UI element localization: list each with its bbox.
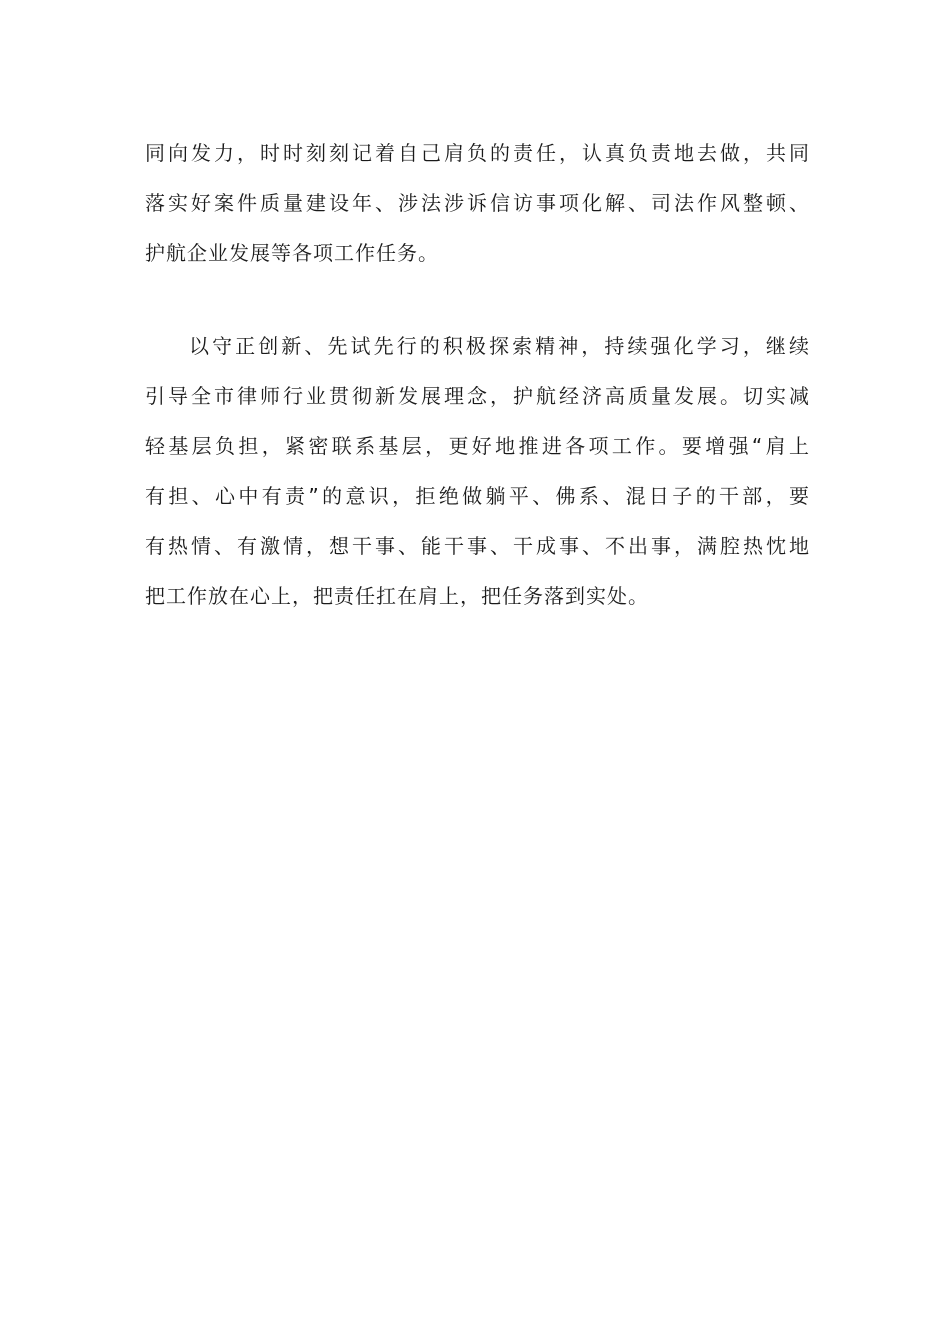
paragraph-2 [145,321,810,621]
paragraph-line: 护航企业发展等各项工作任务。 [145,241,439,265]
paragraph-line: 同向发力，时时刻刻记着自己肩负的责任，认真负责地去做，共同 [145,141,810,165]
paragraph-line: 轻基层负担，紧密联系基层，更好地推进各项工作。要增强“肩上 [145,434,810,458]
paragraph-line: 落实好案件质量建设年、涉法涉诉信访事项化解、司法作风整顿、 [145,191,810,215]
paragraph-line: 引导全市律师行业贯彻新发展理念，护航经济高质量发展。切实减 [145,384,810,408]
document-body [145,128,810,621]
paragraph-line: 有热情、有激情，想干事、能干事、干成事、不出事，满腔热忱地 [145,534,810,558]
paragraph-spacer [145,278,810,321]
paragraph-line: 把工作放在心上，把责任扛在肩上，把任务落到实处。 [145,584,649,608]
paragraph-1 [145,128,810,278]
paragraph-line: 以守正创新、先试先行的积极探索精神，持续强化学习，继续 [189,334,810,358]
paragraph-line: 有担、心中有责”的意识，拒绝做躺平、佛系、混日子的干部，要 [145,484,810,508]
